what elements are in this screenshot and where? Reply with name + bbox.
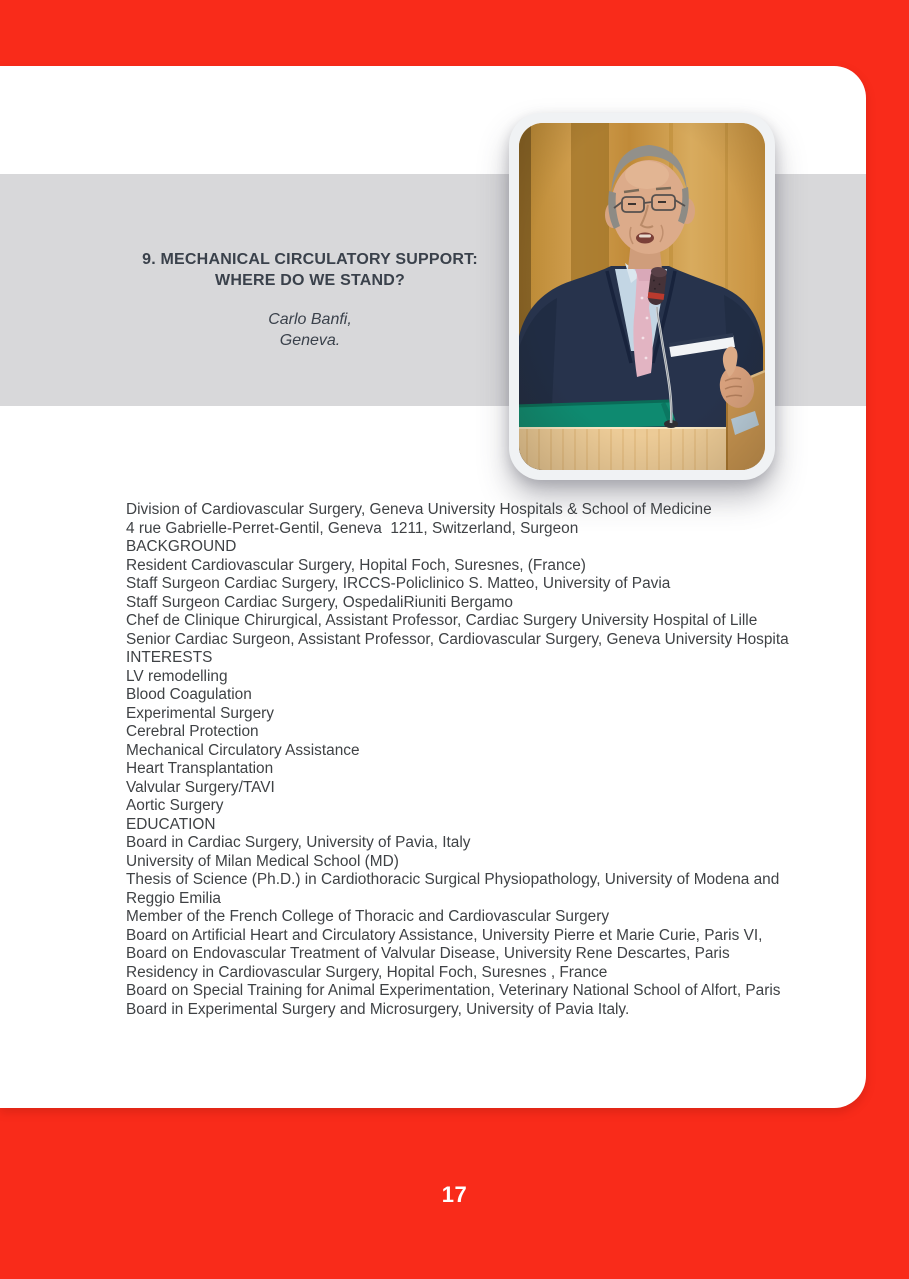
bio-line: 4 rue Gabrielle-Perret-Gentil, Geneva 1211, Switzerland, Surgeon (126, 519, 579, 537)
bio-line: Blood Coagulation (126, 686, 252, 703)
bio-line: Staff Surgeon Cardiac Surgery, IRCCS-Policlinico S. Matteo, University of Pavia (126, 575, 671, 592)
bio-line: Senior Cardiac Surgeon, Assistant Professor, Cardiovascular Surgery, Geneva University Hospita (126, 630, 789, 648)
bio-line: Valvular Surgery/TAVI (126, 778, 275, 796)
session-title-line-2: WHERE DO WE STAND? (215, 271, 405, 289)
session-title-block (90, 250, 530, 351)
speaker-name: Carlo Banfi, (268, 311, 352, 328)
speaker-photo (519, 123, 765, 470)
bio-line: Mechanical Circulatory Assistance (126, 741, 360, 759)
bio-line: INTERESTS (126, 649, 213, 666)
bio-line: Board on Endovascular Treatment of Valvular Disease, University Rene Descartes, Paris (126, 945, 730, 962)
bio-line: Board on Special Training for Animal Experimentation, Veterinary National School of Alfort, Paris (126, 982, 781, 999)
page-number: 17 (441, 1182, 468, 1207)
speaker-city: Geneva. (279, 331, 341, 349)
bio-line: Residency in Cardiovascular Surgery, Hopital Foch, Suresnes , France (126, 963, 608, 981)
bio-line: Experimental Surgery (126, 704, 274, 722)
bio-line: Board on Artificial Heart and Circulatory Assistance, University Pierre et Marie Curie, Paris VI, (126, 926, 763, 944)
bio-line: Resident Cardiovascular Surgery, Hopital Foch, Suresnes, (France) (126, 556, 586, 574)
bio-line: Staff Surgeon Cardiac Surgery, OspedaliRiuniti Bergamo (126, 593, 513, 611)
bio-line: Chef de Clinique Chirurgical, Assistant Professor, Cardiac Surgery University Hospital of Lille (126, 612, 758, 629)
bio-line: Cerebral Protection (126, 723, 259, 740)
bio-line: Heart Transplantation (126, 760, 274, 777)
session-title-line-1: 9. MECHANICAL CIRCULATORY SUPPORT: (142, 251, 478, 268)
bio-line: BACKGROUND (126, 538, 237, 555)
bio-line: LV remodelling (126, 667, 228, 685)
speaker-photo-frame (509, 113, 775, 480)
speaker-portrait-illustration (519, 123, 765, 470)
bio-line: Board in Experimental Surgery and Microsurgery, University of Pavia Italy. (126, 1000, 630, 1018)
bio-text (126, 501, 792, 1019)
bio-line: Thesis of Science (Ph.D.) in Cardiothoracic Surgical Physiopathology, University of Modena and Reggio Emilia (126, 871, 784, 907)
bio-line: Member of the French College of Thoracic and Cardiovascular Surgery (126, 908, 610, 925)
bio-line: Division of Cardiovascular Surgery, Geneva University Hospitals & School of Medicine (126, 501, 712, 518)
bio-line: EDUCATION (126, 815, 216, 833)
bio-line: Board in Cardiac Surgery, University of Pavia, Italy (126, 834, 471, 851)
bio-line: University of Milan Medical School (MD) (126, 852, 399, 870)
bio-line: Aortic Surgery (126, 797, 224, 814)
